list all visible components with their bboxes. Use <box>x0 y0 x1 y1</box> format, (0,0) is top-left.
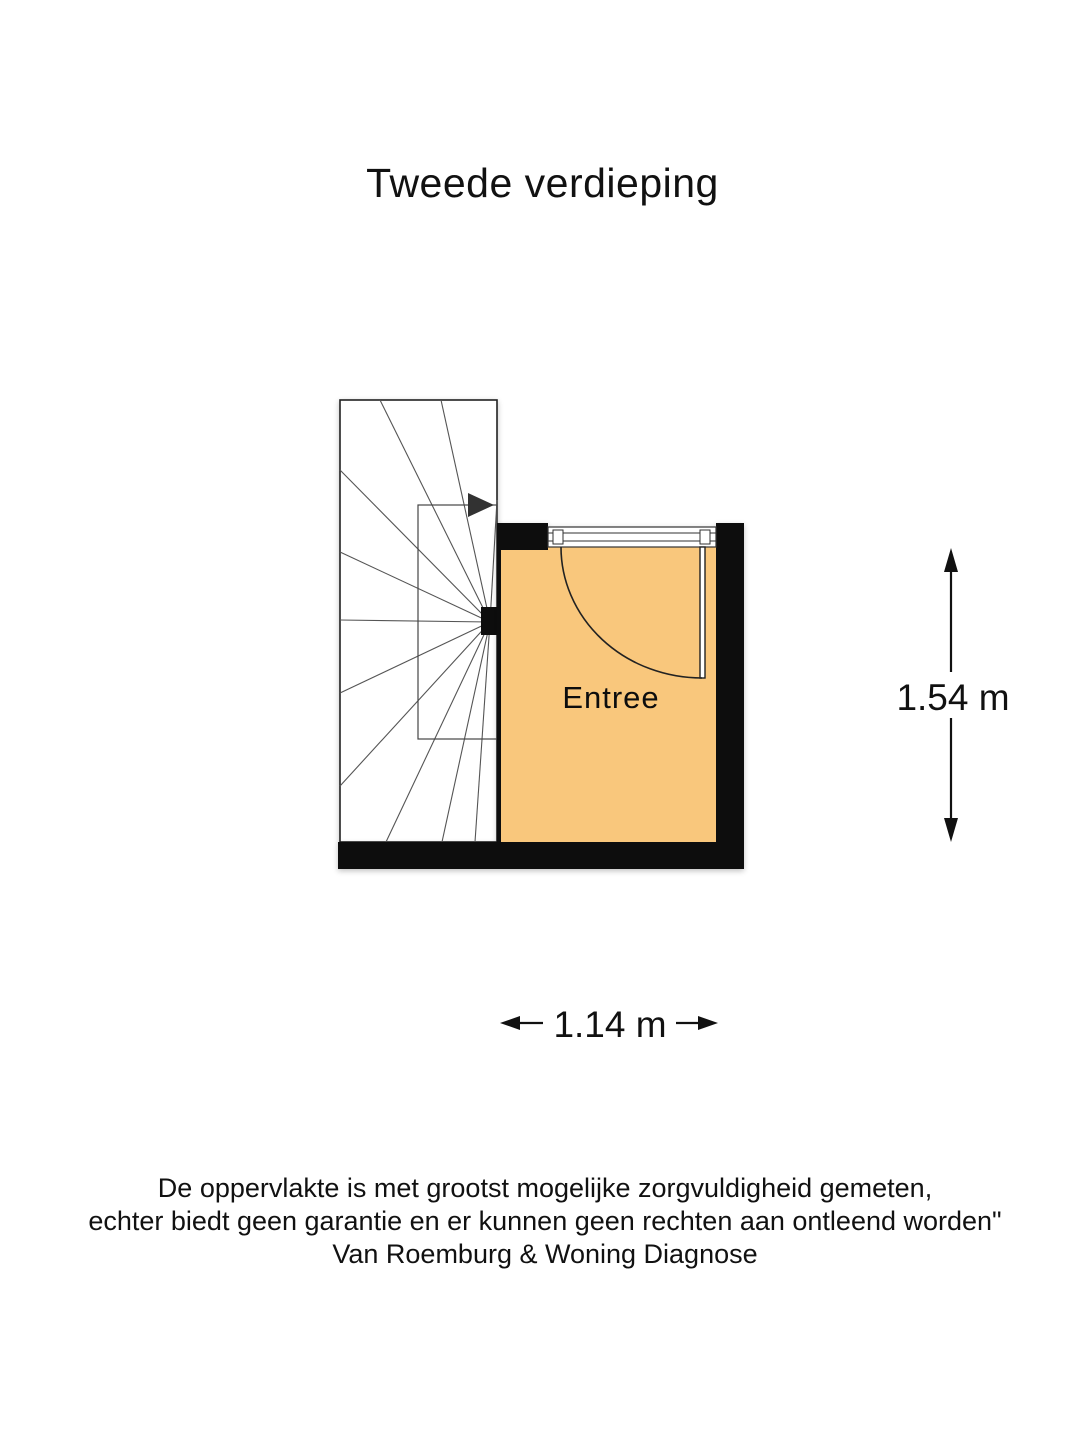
height-dimension-label: 1.54 m <box>896 677 1010 718</box>
arrow-right-icon <box>698 1016 718 1030</box>
room-label-entree: Entree <box>562 680 660 715</box>
disclaimer-line-2: echter biedt geen garantie en er kunnen geen rechten aan ontleend worden" <box>88 1206 1002 1236</box>
doorway <box>548 527 716 547</box>
arrow-up-icon <box>944 548 958 572</box>
arrow-left-icon <box>500 1016 520 1030</box>
disclaimer-line-1: De oppervlakte is met grootst mogelijke zorgvuldigheid gemeten, <box>157 1173 933 1203</box>
arrow-down-icon <box>944 818 958 842</box>
wall-bottom <box>338 842 744 869</box>
wall-top-left <box>497 523 548 550</box>
newel-post <box>481 607 499 635</box>
disclaimer-line-3: Van Roemburg & Woning Diagnose <box>332 1239 758 1269</box>
staircase <box>340 400 499 842</box>
dimension-width <box>500 1004 718 1045</box>
floor-title: Tweede verdieping <box>366 160 719 206</box>
dimension-height <box>896 548 1009 842</box>
disclaimer <box>0 1172 1080 1271</box>
wall-left <box>497 523 501 842</box>
width-dimension-label: 1.14 m <box>553 1004 667 1045</box>
wall-right <box>716 523 744 869</box>
